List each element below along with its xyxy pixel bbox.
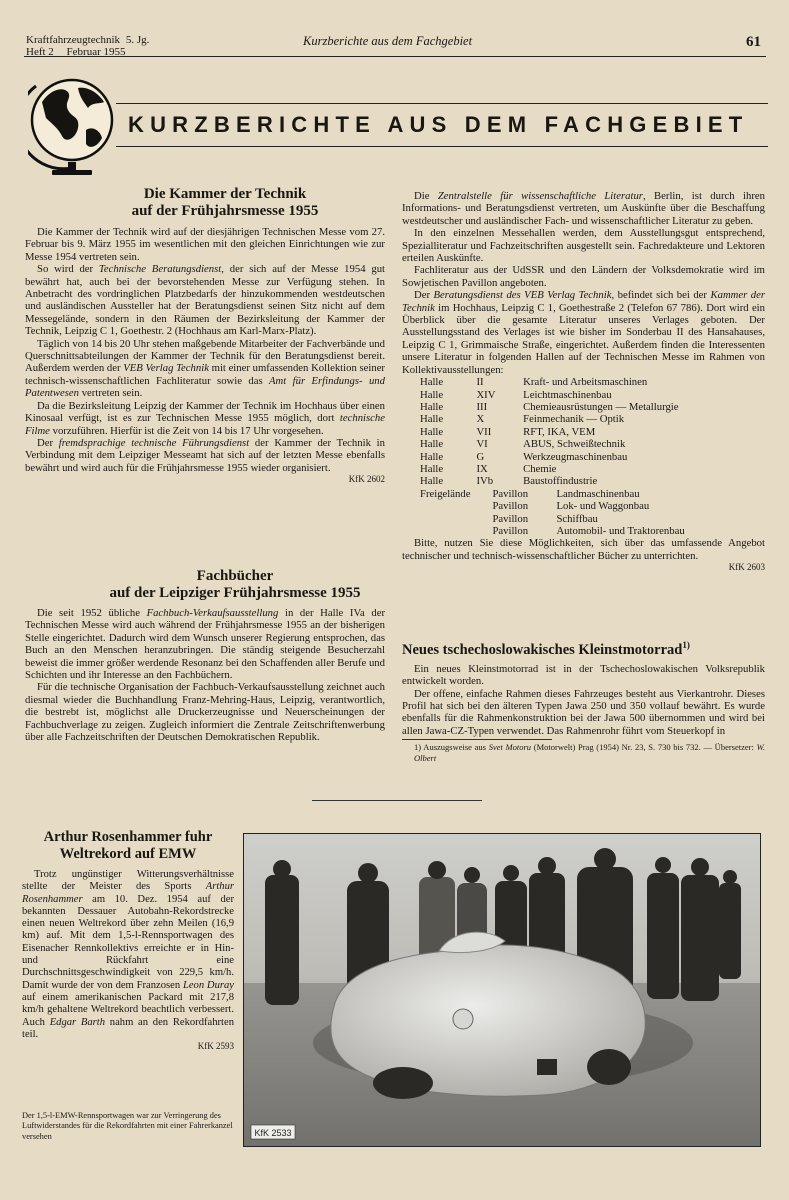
- article-code: KfK 2593: [197, 1041, 234, 1052]
- article-code: KfK 2602: [348, 474, 385, 485]
- running-header-section: Kurzberichte aus dem Fachgebiet: [303, 34, 473, 48]
- hall-cell: Chemie: [523, 462, 557, 475]
- paragraph: Täglich von 14 bis 20 Uhr stehen maßgebende Mitarbeiter der Fachverbände und Querschnittsabteilungen der Kammer der Technik für den Beratungsdienst bereit. Außerdem werden der VEB Verlag Technik mit einer umfassenden Kollektion seiner technisch-wissenschaftlichen Fachliteratur sowie das Amt für Erfindungs- und Patentwesen vertreten sein.: [25, 337, 385, 400]
- hall-cell: Leichtmaschinenbau: [523, 388, 612, 401]
- paragraph: Trotz ungünstiger Witterungsverhältnisse stellte der Meister des Sports Arthur Rosenhammer am 10. Dez. 1954 auf der bekannten Dessauer Autobahn-Rekordstrecke einen neuen Weltrekord über zehn Meilen (16,9 km) auf. Mit dem 1,5-l-Rennsportwagen des Eisenacher Rennkollektivs erreichte er in Hin- und Rückfahrt eine Durchschnittsgeschwindigkeit von 229,5 km/h. Damit wurde der von dem Franzosen Leon Duray auf einem amerikanischen Packard mit 217,8 km/h gehaltene Weltrekord beachtlich verbessert. Auch Edgar Barth nahm an den Rekordfahrten teil.: [22, 869, 234, 1040]
- hall-cell: Halle: [420, 376, 444, 389]
- hall-cell: ABUS, Schweißtechnik: [523, 438, 626, 451]
- issue: Heft 2: [26, 46, 54, 58]
- journal-name: Kraftfahrzeugtechnik: [26, 34, 121, 46]
- article-title: Fachbücher auf der Leipziger Frühjahrsmesse 1955: [109, 568, 361, 601]
- hall-cell: RFT, IKA, VEM: [523, 425, 596, 438]
- paragraph: Fachliteratur aus der UdSSR und den Ländern der Volksdemokratie wird im Sowjetischen Pavillon angeboten.: [402, 264, 765, 289]
- article-fachbuecher: [25, 568, 385, 743]
- hall-row: [420, 451, 691, 463]
- pavillon-row: [420, 500, 691, 512]
- hall-row: [420, 389, 691, 401]
- hall-cell: IX: [476, 462, 488, 475]
- hall-cell: VII: [476, 425, 492, 438]
- hall-cell: Halle: [420, 475, 444, 488]
- hall-row: [420, 438, 691, 450]
- article-title: Arthur Rosenhammer fuhr Weltrekord auf EMW: [43, 829, 213, 862]
- paragraph: Die seit 1952 übliche Fachbuch-Verkaufsausstellung in der Halle IVa der Technischen Messe wird auch während der Frühjahrsmesse 1955 an der bisherigen Stelle eingerichtet. Dadurch wird dem Wunsch unserer Regierung entsprochen, das Buch an den Menschen heranzubringen. Die ständig steigende Besucherzahl beweist die immer größer werdende Resonanz bei den Schaffenden aller Berufe und Schichten und ihr Interesse an den Fachbüchern.: [25, 607, 385, 682]
- hall-cell: Feinmechanik — Optik: [523, 413, 625, 426]
- issue-date: Februar 1955: [66, 46, 126, 58]
- paragraph: Der fremdsprachige technische Führungsdienst der Kammer der Technik in Verbindung mit dem Leipziger Messeamt hat sich auf der letzten Messe ebenfalls bewährt und wird auch für die Frühjahrsmesse 1955 wieder organisiert.: [25, 436, 385, 474]
- paragraph: Die Zentralstelle für wissenschaftliche Literatur, Berlin, ist durch ihren Informations- und Beratungsdienst vertreten, um Auskünfte über die Beschaffung westdeutscher und ausländischer Fach- und wissenschaftlicher Literatur zu geben.: [402, 190, 766, 227]
- paragraph: Für die technische Organisation der Fachbuch-Verkaufsausstellung zeichnet auch diesmal wieder die Buchhandlung Franz-Mehring-Haus, Leipzig, verantwortlich, die bestrebt ist, möglichst alle Druckerzeugnisse und Neuerscheinungen der Fachbuchverlage zu zeigen. Zugleich informiert die Zentrale Zeitschriftenwerbung über alle Fachzeitschriften der Deutschen Demokratischen Republik.: [25, 681, 385, 744]
- hall-cell: III: [476, 400, 488, 413]
- header-rule: [24, 56, 766, 57]
- hall-cell: Halle: [420, 413, 444, 426]
- photo-label: KfK 2533: [254, 1128, 292, 1138]
- hall-cell: Halle: [420, 438, 444, 451]
- hall-cell: IVb: [476, 475, 494, 488]
- section-divider: [312, 800, 482, 801]
- hall-row: [420, 413, 691, 425]
- globe-icon: [28, 72, 120, 178]
- hall-row: [420, 426, 691, 438]
- photo-caption: Der 1,5-l-EMW-Rennsportwagen war zur Verringerung des Luftwiderstandes für die Rekordfahrten mit einer Fahrerkanzel versehen: [22, 1111, 233, 1141]
- pavillon-area: [420, 525, 476, 537]
- pavillon-area: [420, 513, 476, 525]
- hall-cell: Halle: [420, 425, 444, 438]
- pavillon-row: [420, 525, 691, 537]
- paragraph: So wird der Technische Beratungsdienst, der sich auf der Messe 1954 gut bewährt hat, auch bei der bevorstehenden Messe zur Verfügung stehen. In Anbetracht des vordringlichen Platzbedarfs der hinzukommenden westdeutschen und ausländischen Aussteller hat der Beratungsdienst seinen Sitz nicht auf dem Messegelände, sondern in den Räumen der Bezirksleitung der Kammer der Technik, Leipzig C 1, Goethestr. 2 (Hochhaus am Karl-Marx-Platz).: [25, 263, 386, 338]
- hall-row: [420, 376, 691, 388]
- article-kleinstmotorrad: [402, 637, 765, 764]
- paragraph: Ein neues Kleinstmotorrad ist in der Tschechoslowakischen Volksrepublik entwickelt worden.: [402, 662, 765, 688]
- paragraph: Da die Bezirksleitung Leipzig der Kammer der Technik im Hochhaus über einen Kinosaal verfügt, ist es zur Technischen Messe 1955 möglich, dort technische Filme vorzuführen. Hierfür ist die Zeit von 14 bis 17 Uhr vorgesehen.: [25, 399, 385, 437]
- footnote: 1) Auszugsweise aus Svet Motoru (Motorwelt) Prag (1954) Nr. 23, S. 730 bis 732. — Übersetzer: W. Olbert: [414, 742, 765, 764]
- hall-cell: XIV: [476, 388, 496, 401]
- hall-cell: II: [476, 376, 484, 389]
- hall-row: [420, 401, 691, 413]
- pavillon-area: [420, 500, 476, 512]
- paragraph: In den einzelnen Messehallen werden, dem Ausstellungsgut entsprechend, Spezialliteratur und Fachzeitschriften ausgestellt sein. Fachredakteure und Lektoren erteilen Auskünfte.: [402, 227, 765, 265]
- hall-cell: Kraft- und Arbeitsmaschinen: [523, 376, 648, 389]
- hall-cell: Halle: [420, 450, 444, 463]
- pavillon-cell: Pavillon Schiffbau: [492, 512, 598, 525]
- hall-cell: VI: [476, 438, 488, 451]
- hall-row: [420, 463, 691, 475]
- pavillon-cell: Pavillon Automobil- und Traktorenbau: [492, 524, 685, 537]
- hall-cell: Chemieausrüstungen — Metallurgie: [523, 400, 679, 413]
- paragraph: Der offene, einfache Rahmen dieses Fahrzeuges besteht aus Vierkantrohr. Dieses Profil hat sich bei den älteren Typen Jawa 250 und 350 vollauf bewährt. Es wurde ebenfalls für die Rahmenkonstruktion bei der Jawa 500 übernommen und wird bei allen Jawa-CZ-Typen verwendet. Das Rahmenrohr führt vom Steuerkopf in: [402, 687, 765, 737]
- section-banner-title: KURZBERICHTE AUS DEM FACHGEBIET: [128, 112, 749, 137]
- paragraph: Bitte, nutzen Sie diese Möglichkeiten, sich über das umfassende Angebot technischer und technisch-wissenschaftlicher Bücher zu unterrichten.: [402, 537, 765, 562]
- paragraph: Der Beratungsdienst des VEB Verlag Technik, befindet sich bei der Kammer der Technik im Hochhaus, Leipzig C 1, Goethestraße 2 (Telefon 67 786). Dort wird ein Überblick über die gesamte Literatur unseres Verlages geboten. Der Ausstellungsstand des Verlages ist wie bisher im Sonderbau II des Hansahauses, Leipzig C 1, Grimmaische Straße, eingerichtet. Außerdem finden die Interessenten unsere Literatur in folgenden Hallen auf der Technischen Messe im Rahmen von Kollektivausstellungen:: [402, 289, 766, 376]
- article-title: Neues tschechoslowakisches Kleinstmotorrad$^{1)}$: [402, 640, 690, 658]
- hall-cell: Halle: [420, 400, 444, 413]
- article-rosenhammer: [22, 829, 234, 1053]
- volume: 5. Jg.: [125, 34, 150, 46]
- hall-cell: Halle: [420, 462, 444, 475]
- hall-cell: Werkzeugmaschinenbau: [523, 450, 628, 463]
- pavillon-row: [420, 488, 691, 500]
- paragraph: Die Kammer der Technik wird auf der diesjährigen Technischen Messe vom 27. Februar bis 9. März 1955 im wesentlichen mit den gleichen Einrichtungen wie zur Messe 1954 vertreten sein.: [25, 226, 385, 263]
- pavillon-row: [420, 513, 691, 525]
- hall-cell: Baustoffindustrie: [523, 475, 598, 488]
- article-title: Die Kammer der Technik auf der Frühjahrsmesse 1955: [131, 186, 319, 219]
- article-code: KfK 2603: [728, 562, 765, 573]
- pavillon-area: Freigelände: [420, 487, 471, 500]
- hall-cell: G: [476, 450, 485, 463]
- hall-row: [420, 475, 691, 487]
- hall-cell: Halle: [420, 388, 444, 401]
- race-car-photo: [243, 833, 761, 1147]
- article-literatur: [402, 190, 765, 574]
- pavillon-cell: Pavillon Lok- und Waggonbau: [492, 500, 650, 513]
- page-number: 61: [746, 34, 761, 50]
- halls-table: [420, 376, 691, 537]
- running-header-left: [26, 34, 149, 58]
- hall-cell: X: [476, 413, 485, 426]
- article-kammer-der-technik: [25, 186, 385, 486]
- pavillon-cell: Pavillon Landmaschinenbau: [492, 487, 640, 500]
